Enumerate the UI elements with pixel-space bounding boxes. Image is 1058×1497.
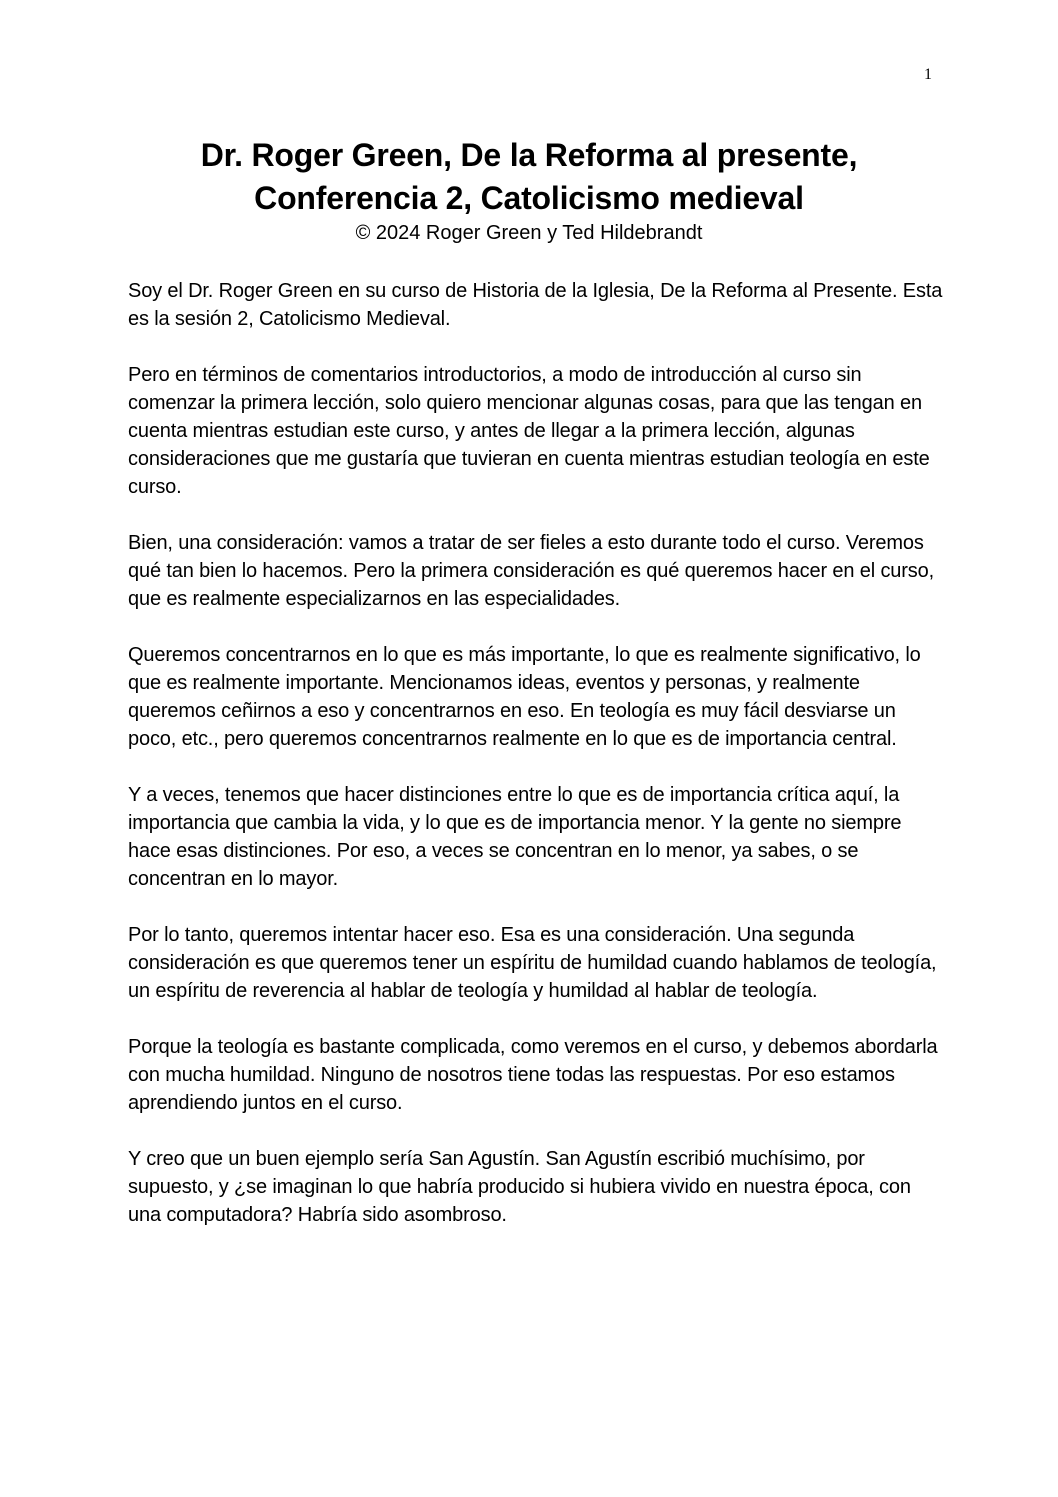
paragraph: Bien, una consideración: vamos a tratar de ser fieles a esto durante todo el curso. Veremos qué tan bien lo hacemos. Pero la primera consideración es qué queremos hacer en el curso, que es realmente especializarnos en las especialidades.	[128, 532, 935, 610]
paragraph: Y creo que un buen ejemplo sería San Agustín. San Agustín escribió muchísimo, por supuesto, y ¿se imaginan lo que habría producido si hubiera vivido en nuestra época, con una computadora? Habría sido asombroso.	[128, 1148, 911, 1226]
title-line-1: Dr. Roger Green, De la Reforma al presente,	[200, 137, 858, 173]
copyright-line: © 2024 Roger Green y Ted Hildebrandt	[355, 222, 703, 244]
paragraph: Y a veces, tenemos que hacer distinciones entre lo que es de importancia crítica aquí, la importancia que cambia la vida, y lo que es de importancia menor. Y la gente no siempre hace esas distinciones. Por eso, a veces se concentran en lo menor, ya sabes, o se concentran en lo mayor.	[128, 784, 902, 890]
page-number: 1	[924, 66, 932, 83]
document-title	[0, 134, 1058, 220]
paragraph: Queremos concentrarnos en lo que es más importante, lo que es realmente significativo, lo que es realmente importante. Mencionamos ideas, eventos y personas, y realmente queremos ceñirnos a eso y concentrarnos en eso. En teología es muy fácil desviarse un poco, etc., pero queremos concentrarnos realmente en lo que es de importancia central.	[128, 644, 921, 750]
paragraph: Porque la teología es bastante complicada, como veremos en el curso, y debemos abordarla con mucha humildad. Ninguno de nosotros tiene todas las respuestas. Por eso estamos aprendiendo juntos en el curso.	[128, 1036, 938, 1114]
paragraph: Pero en términos de comentarios introductorios, a modo de introducción al curso sin comenzar la primera lección, solo quiero mencionar algunas cosas, para que las tengan en cuenta mientras estudian este curso, y antes de llegar a la primera lección, algunas consideraciones que me gustaría que tuvieran en cuenta mientras estudian teología en este curso.	[128, 364, 930, 498]
document-header	[0, 134, 1058, 246]
document-body	[128, 277, 948, 1257]
paragraph: Soy el Dr. Roger Green en su curso de Historia de la Iglesia, De la Reforma al Presente. Esta es la sesión 2, Catolicismo Medieval.	[128, 280, 943, 330]
title-line-2: Conferencia 2, Catolicismo medieval	[254, 180, 804, 216]
paragraph: Por lo tanto, queremos intentar hacer eso. Esa es una consideración. Una segunda consideración es que queremos tener un espíritu de humildad cuando hablamos de teología, un espíritu de reverencia al hablar de teología y humildad al hablar de teología.	[128, 924, 937, 1002]
